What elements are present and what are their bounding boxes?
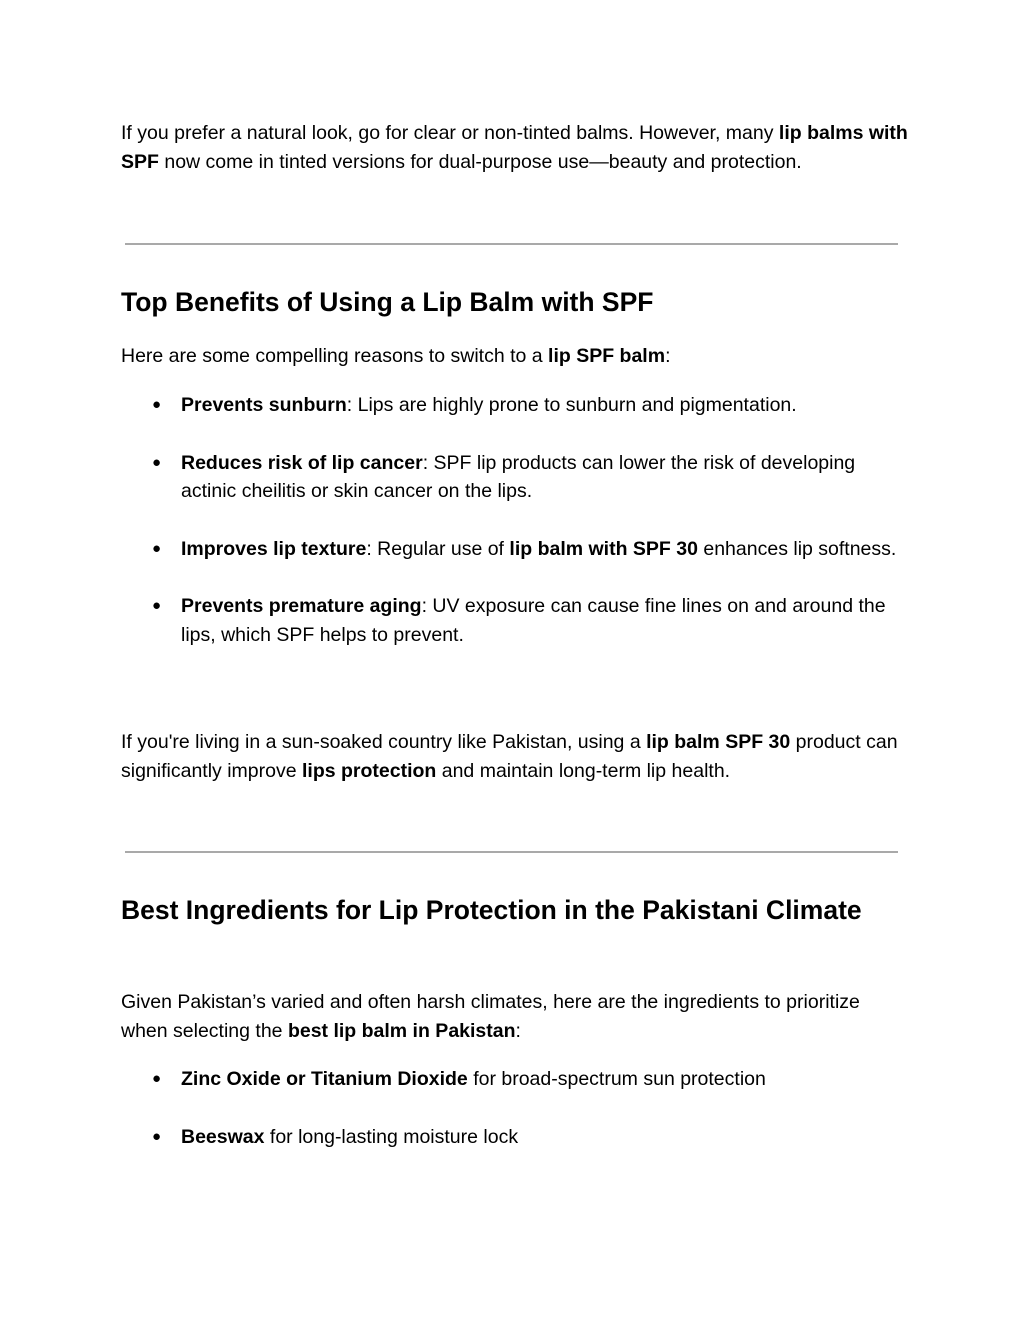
list-item (121, 592, 901, 649)
intro-text: If you prefer a natural look, go for clear or non-tinted balms. However, many (121, 122, 779, 144)
closing-text: and maintain long-term lip health. (436, 759, 731, 782)
list-item (121, 449, 901, 506)
list-item-term: Beeswax (181, 1125, 265, 1148)
list-item-term: lip balm with SPF 30 (509, 537, 698, 560)
horizontal-divider (125, 243, 898, 245)
lead-text: : (515, 1019, 521, 1042)
intro-paragraph (121, 119, 911, 176)
list-item-text: : SPF lip products can lower the risk of developing actinic cheilitis or skin cancer on the lips. (181, 451, 856, 503)
intro-bold: lip balms with SPF (121, 122, 908, 173)
list-item-term: Reduces risk of lip cancer (181, 451, 423, 474)
benefits-list (121, 391, 901, 650)
list-item-text: : Regular use of (366, 537, 510, 560)
bullet-icon: ● (152, 1127, 162, 1145)
list-item (121, 1065, 901, 1094)
list-item-text: for broad-spectrum sun protection (467, 1068, 766, 1090)
bullet-icon: ● (152, 453, 162, 471)
list-item (121, 391, 901, 420)
list-item-term: Prevents sunburn (181, 394, 347, 416)
horizontal-divider (125, 851, 898, 853)
list-item-term: Improves lip texture (181, 537, 367, 560)
list-item-text: for long-lasting moisture lock (264, 1125, 519, 1148)
lead-bold: best lip balm in Pakistan (287, 1019, 516, 1042)
lead-text: Given Pakistan’s varied and often harsh climates, here are the ingredients to prioritize when selecting the (121, 991, 860, 1042)
bullet-icon: ● (152, 396, 162, 413)
closing-text: If you're living in a sun-soaked country like Pakistan, using a (121, 731, 647, 753)
ingredients-list (121, 1065, 901, 1151)
section-lead-paragraph (121, 988, 911, 1045)
list-item (121, 535, 901, 564)
bullet-icon: ● (152, 1070, 162, 1087)
bullet-icon: ● (152, 539, 162, 557)
list-item-term: Prevents premature aging (181, 595, 422, 618)
intro-text: now come in tinted versions for dual-purpose use—beauty and protection. (158, 150, 802, 173)
closing-text: product can significantly improve (121, 731, 898, 782)
section-heading: Best Ingredients for Lip Protection in the Pakistani Climate (121, 895, 862, 925)
closing-bold: lips protection (301, 759, 437, 782)
lead-text: Here are some compelling reasons to switch to a (121, 345, 549, 367)
closing-bold: lip balm SPF 30 (646, 731, 791, 753)
list-item-text: : UV exposure can cause fine lines on and around the lips, which SPF helps to prevent. (181, 595, 886, 646)
bullet-icon: ● (152, 597, 162, 615)
list-item-term: Zinc Oxide or Titanium Dioxide (181, 1068, 468, 1090)
section-heading: Top Benefits of Using a Lip Balm with SPF (121, 287, 654, 317)
list-item-text: enhances lip softness. (697, 537, 897, 560)
section-lead-paragraph (121, 342, 911, 371)
lead-bold: lip SPF balm (548, 345, 666, 367)
list-item (121, 1123, 901, 1152)
closing-paragraph (121, 728, 911, 785)
lead-text: : (665, 345, 671, 367)
list-item-text: : Lips are highly prone to sunburn and pigmentation. (346, 394, 797, 416)
